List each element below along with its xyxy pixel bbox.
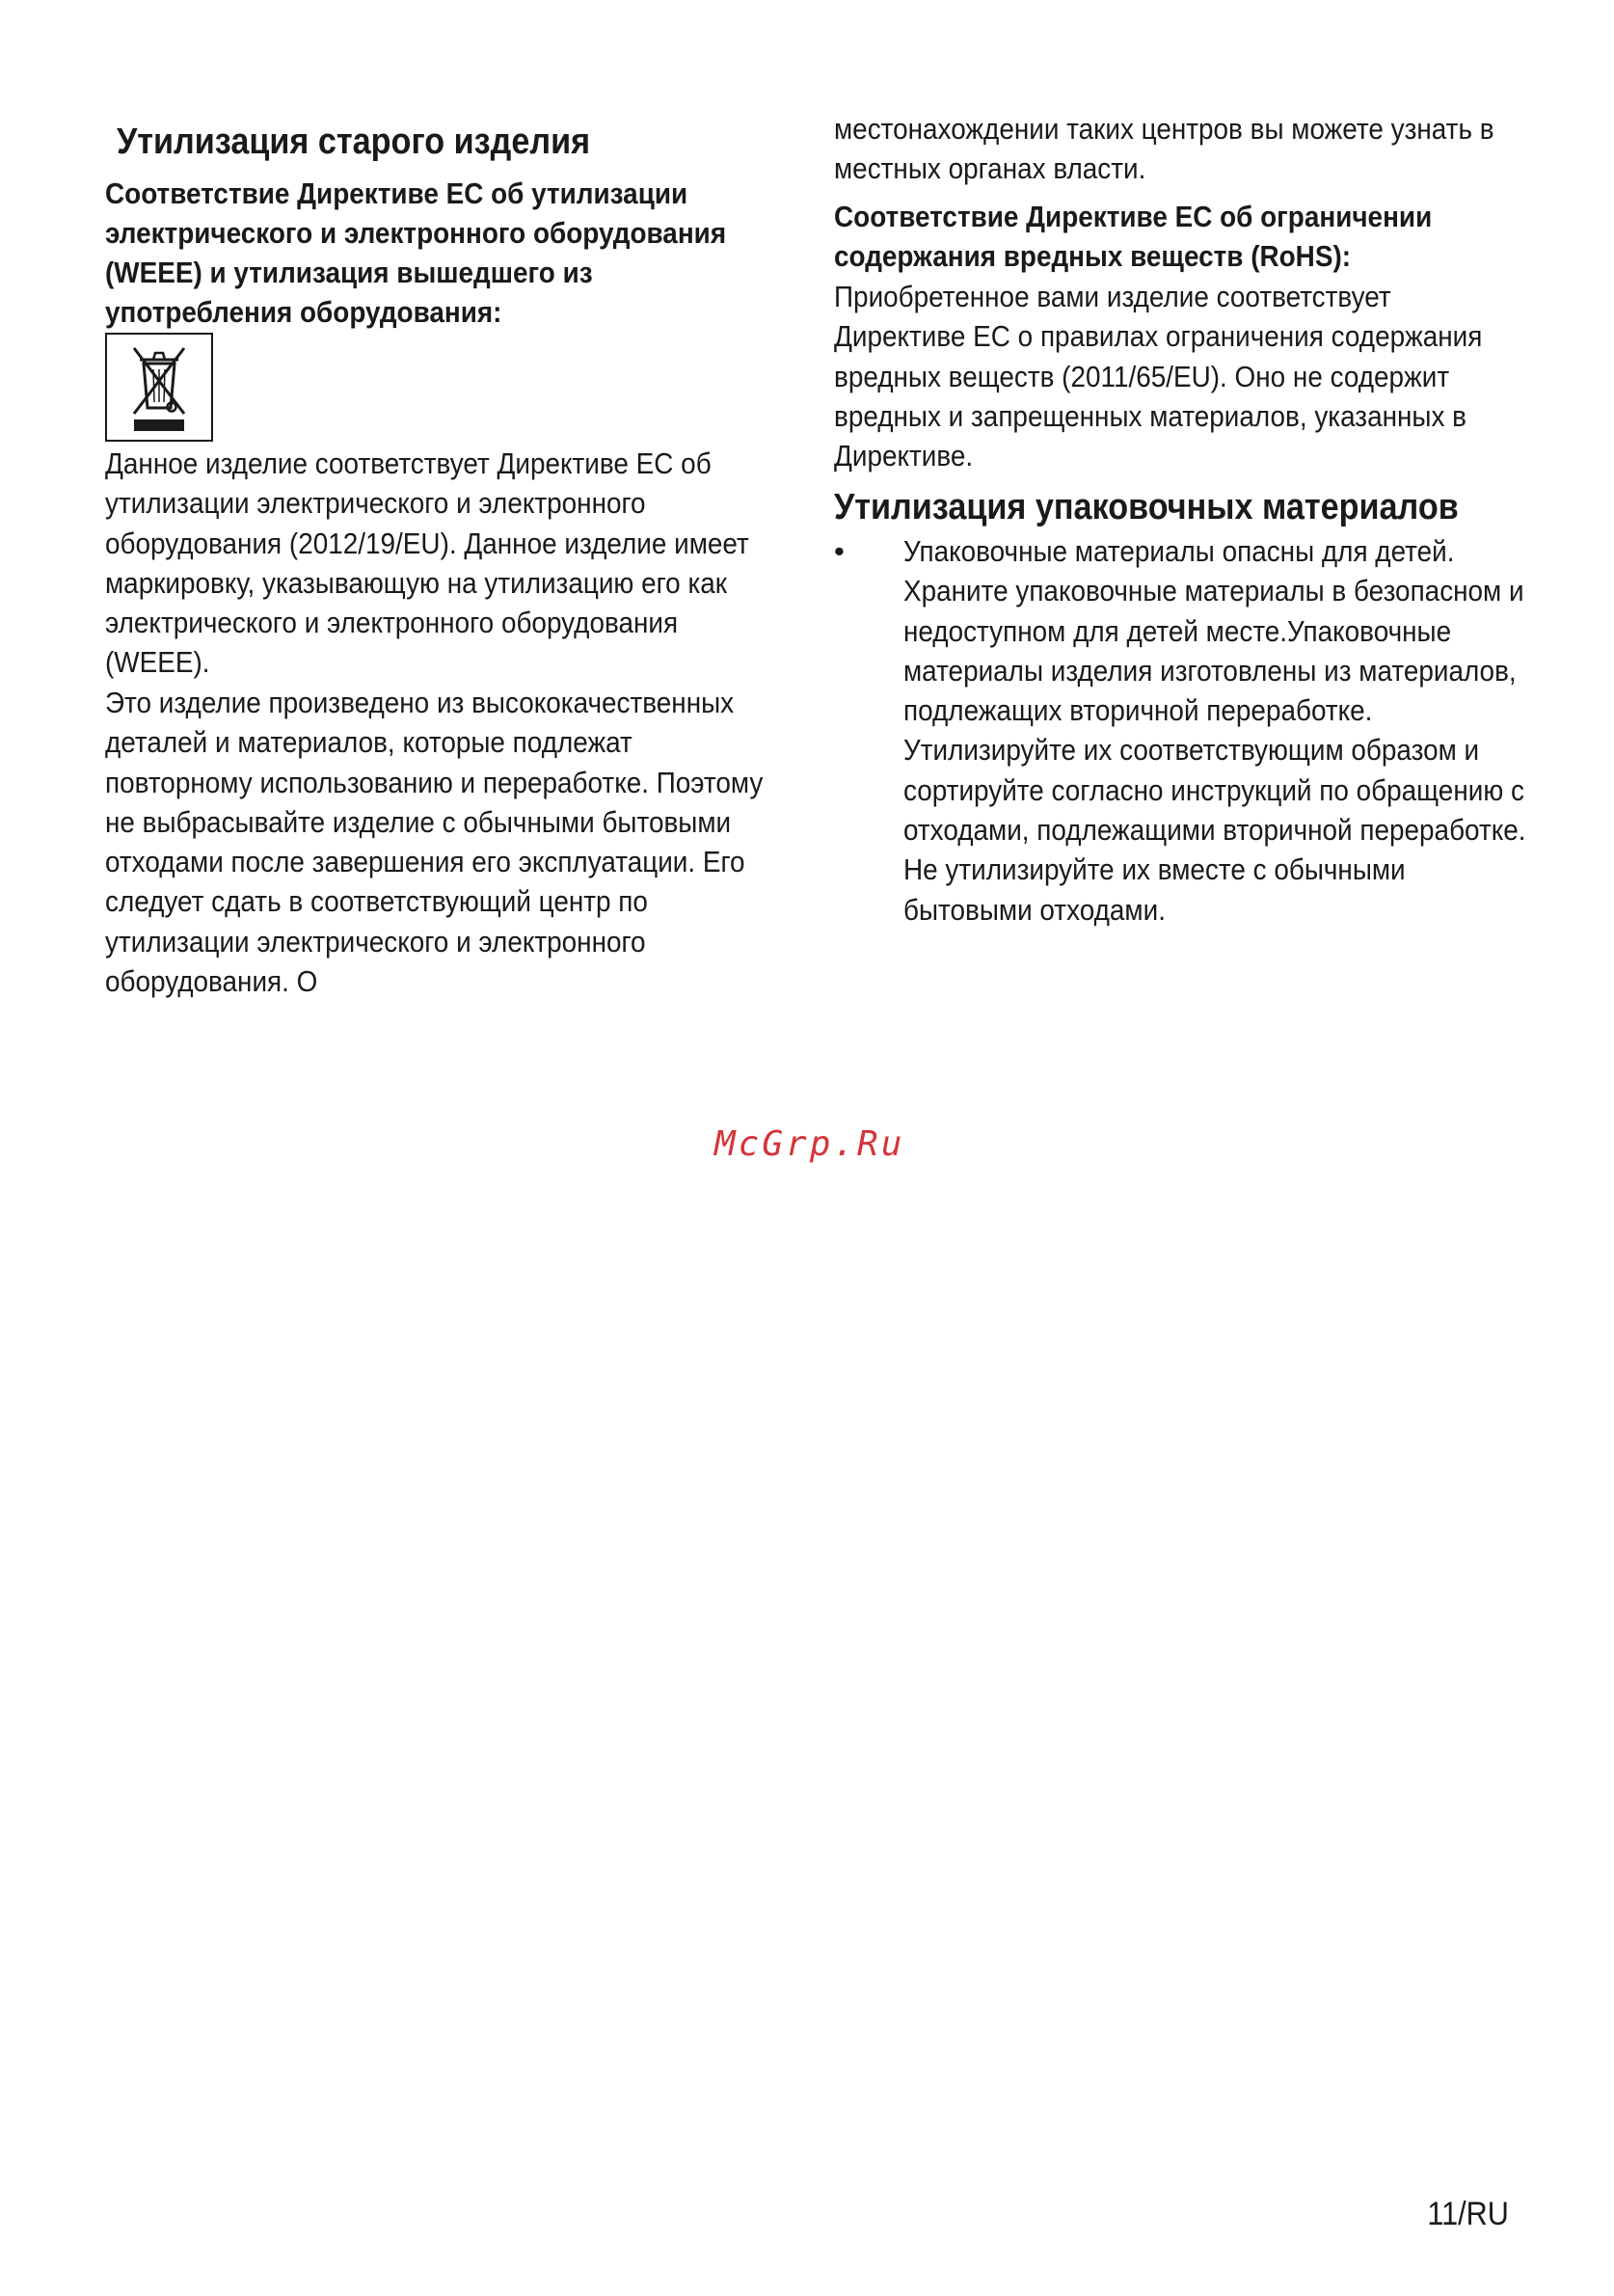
weee-heading: Соответствие Директиве ЕС об утилизации электрического и электронного оборудования (WEEE) и утилизация вышедшего из употребления оборудования: (105, 176, 727, 329)
rohs-paragraph: Приобретенное вами изделие соответствует Директиве ЕС о правилах ограничения содержания вредных веществ (2011/65/EU). Оно не содержит вредных и запрещенных материалов, указанных в Директиве. (834, 280, 1483, 473)
weee-paragraph-continued: местонахождении таких центров вы можете узнать в местных органах власти. (834, 112, 1494, 186)
bullet-marker: • (834, 534, 845, 568)
watermark-text: McGrp.Ru (714, 1124, 905, 1164)
weee-paragraph-compliance: Данное изделие соответствует Директиве ЕС об утилизации электрического и электронного оборудования (2012/19/EU). Данное изделие имеет маркировку, указывающую на утилизацию его как электрического и электронного оборудования (WEEE). (105, 446, 749, 680)
crossed-out-wheelie-bin-icon (105, 333, 213, 442)
weee-paragraph-recycling: Это изделие произведено из высококачественных деталей и материалов, которые подлежат повторному использованию и переработке. Поэтому не выбрасывайте изделие с обычными бытовыми отходами после завершения его эксплуатации. Его следует сдать в соответствующий центр по утилизации электрического и электронного оборудования. О (105, 686, 764, 999)
section-title-disposal: Утилизация старого изделия (117, 122, 591, 162)
page-number: 11/RU (1427, 2196, 1509, 2232)
rohs-heading: Соответствие Директиве ЕС об ограничении содержания вредных веществ (RoHS): (834, 200, 1433, 273)
packaging-paragraph: Упаковочные материалы опасны для детей. Храните упаковочные материалы в безопасном и недоступном для детей месте.Упаковочные материалы изделия изготовлены из материалов, подлежащих вторичной переработке. Утилизируйте их соответствующим образом и сортируйте согласно инструкций по обращению с отходами, подлежащими вторичной переработке. Не утилизируйте их вместе с обычными бытовыми отходами. (903, 534, 1526, 927)
section-title-packaging: Утилизация упаковочных материалов (834, 487, 1459, 527)
